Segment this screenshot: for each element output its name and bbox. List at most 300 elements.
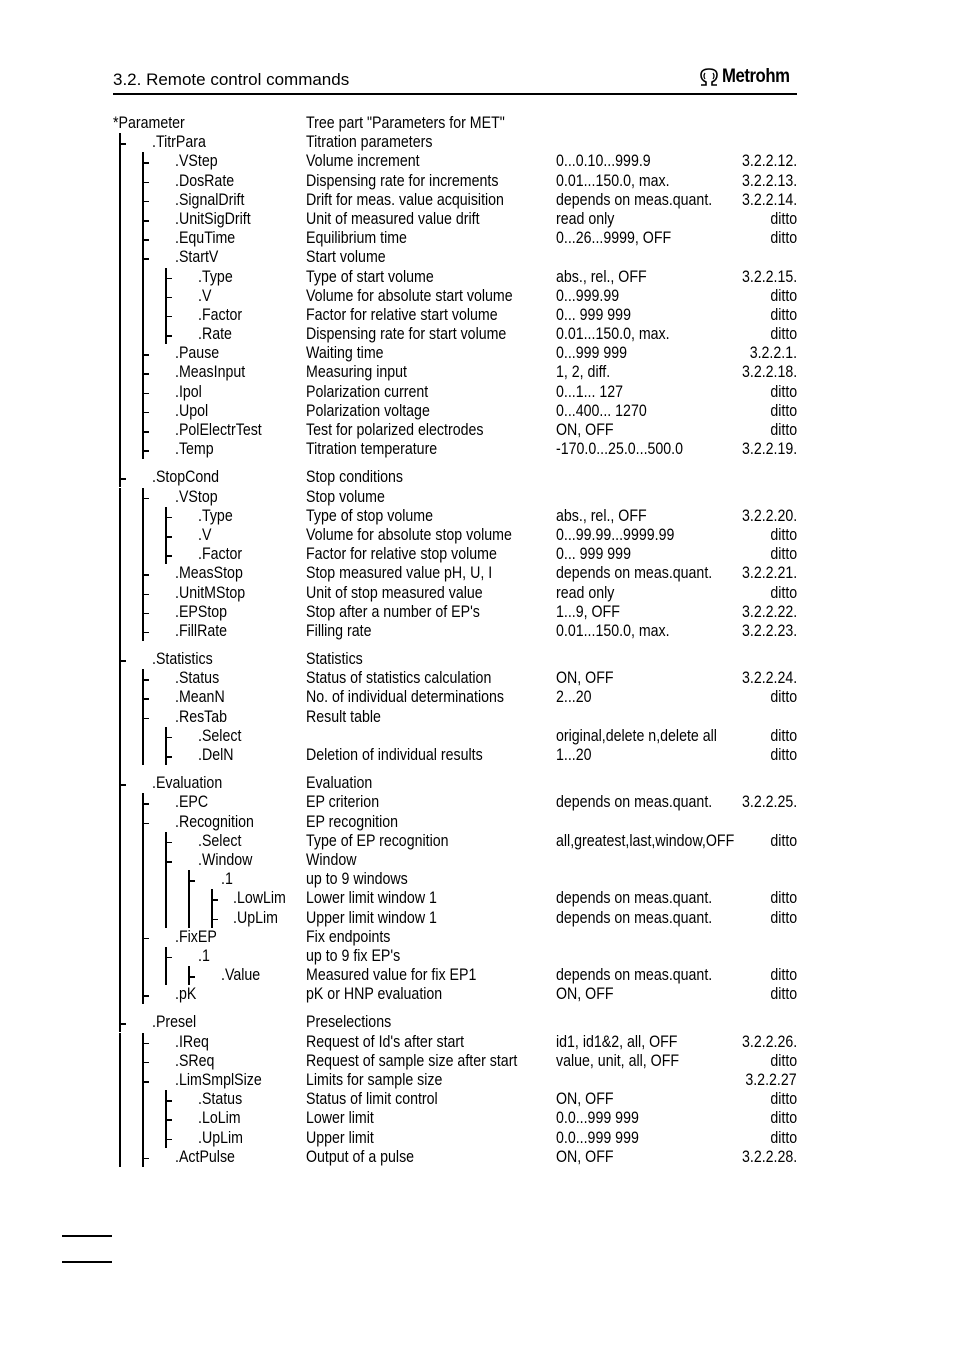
tree-connector xyxy=(188,909,190,928)
tree-connector xyxy=(119,688,121,707)
tree-connector xyxy=(119,172,121,191)
tree-row xyxy=(113,622,797,641)
section-reference: ditto xyxy=(770,908,797,927)
tree-connector xyxy=(119,851,121,870)
parameter-name: .Status xyxy=(198,1090,243,1109)
tree-row xyxy=(113,229,797,248)
parameter-name: .1 xyxy=(221,870,233,889)
parameter-name: .Statistics xyxy=(152,650,213,669)
tree-row xyxy=(113,1148,797,1167)
section-reference: ditto xyxy=(770,325,797,344)
parameter-range: depends on meas.quant. xyxy=(556,190,713,209)
section-reference: ditto xyxy=(770,985,797,1004)
parameter-description: Volume for absolute stop volume xyxy=(306,525,512,544)
tree-branch-tick xyxy=(142,354,149,356)
tree-branch-tick xyxy=(142,450,149,452)
parameter-name: .ResTab xyxy=(175,707,228,726)
parameter-range: depends on meas.quant. xyxy=(556,908,713,927)
header-divider xyxy=(113,93,797,95)
section-reference: 3.2.2.20. xyxy=(741,506,797,525)
brand-name: Metrohm xyxy=(722,66,790,87)
parameter-name: .SReq xyxy=(175,1051,215,1070)
tree-row xyxy=(113,526,797,545)
tree-row xyxy=(113,1013,797,1032)
tree-connector xyxy=(119,363,121,382)
parameter-description: Polarization voltage xyxy=(306,401,430,420)
tree-row xyxy=(113,564,797,583)
tree-connector xyxy=(119,708,121,727)
section-reference: 3.2.2.22. xyxy=(741,602,797,621)
section-reference: 3.2.2.12. xyxy=(741,152,797,171)
brand-logo xyxy=(698,64,799,90)
tree-connector xyxy=(119,832,121,851)
tree-row xyxy=(113,928,797,947)
parameter-range: 0...0.10...999.9 xyxy=(556,152,651,171)
footer-divider-upper xyxy=(62,1235,112,1237)
parameter-description: Output of a pulse xyxy=(306,1147,415,1166)
parameter-description: Stop measured value pH, U, I xyxy=(306,564,493,583)
parameter-name: .Select xyxy=(198,726,242,745)
section-reference: ditto xyxy=(770,831,797,850)
parameter-range: 1...9, OFF xyxy=(556,602,620,621)
tree-connector xyxy=(119,248,121,267)
parameter-name: .VStep xyxy=(175,152,218,171)
section-reference: 3.2.2.26. xyxy=(741,1032,797,1051)
parameter-description: Factor for relative stop volume xyxy=(306,545,497,564)
parameter-range: value, unit, all, OFF xyxy=(556,1051,680,1070)
tree-connector xyxy=(142,889,144,908)
tree-row xyxy=(113,708,797,727)
section-reference: ditto xyxy=(770,688,797,707)
parameter-name: .V xyxy=(198,525,212,544)
parameter-description: Deletion of individual results xyxy=(306,746,483,764)
tree-connector xyxy=(142,746,144,765)
tree-connector xyxy=(119,1052,121,1071)
tree-row xyxy=(113,985,797,1004)
parameter-range: original,delete n,delete all xyxy=(556,726,717,745)
parameter-description: Volume increment xyxy=(306,152,420,171)
parameter-name: .Evaluation xyxy=(152,774,223,793)
tree-row xyxy=(113,268,797,287)
parameter-range: -170.0...25.0...500.0 xyxy=(556,440,684,459)
parameter-description: Preselections xyxy=(306,1013,392,1032)
parameter-description: up to 9 fix EP's xyxy=(306,946,401,965)
tree-connector xyxy=(142,1090,144,1109)
parameter-description: Stop after a number of EP's xyxy=(306,602,480,621)
parameter-name: .UnitSigDrift xyxy=(175,209,251,228)
tree-branch-tick xyxy=(142,239,149,241)
tree-branch-tick xyxy=(165,517,172,519)
tree-branch-tick xyxy=(165,297,172,299)
tree-branch-tick xyxy=(165,842,172,844)
tree-row xyxy=(113,813,797,832)
tree-row xyxy=(113,402,797,421)
parameter-range: 0.0...999 999 xyxy=(556,1128,639,1147)
tree-branch-tick xyxy=(142,574,149,576)
parameter-range: 0.01...150.0, max. xyxy=(556,621,670,640)
tree-row xyxy=(113,1129,797,1148)
tree-branch-tick xyxy=(142,679,149,681)
parameter-range: depends on meas.quant. xyxy=(556,889,713,908)
tree-connector xyxy=(119,545,121,564)
tree-row xyxy=(113,793,797,812)
tree-connector xyxy=(119,1033,121,1052)
tree-connector xyxy=(165,909,167,928)
parameter-range: depends on meas.quant. xyxy=(556,793,713,812)
parameter-description: Measuring input xyxy=(306,363,407,382)
parameter-name: .V xyxy=(198,286,212,305)
tree-branch-tick xyxy=(165,278,172,280)
section-reference: ditto xyxy=(770,305,797,324)
section-reference: ditto xyxy=(770,966,797,985)
parameter-name: .FillRate xyxy=(175,621,228,640)
parameter-name: .LimSmplSize xyxy=(175,1071,262,1089)
tree-branch-tick xyxy=(142,1158,149,1160)
parameter-name: .TitrPara xyxy=(152,133,206,152)
tree-connector xyxy=(119,584,121,603)
tree-row xyxy=(113,688,797,707)
section-reference: ditto xyxy=(770,583,797,602)
parameter-name: .Presel xyxy=(152,1013,197,1032)
tree-connector xyxy=(119,793,121,812)
tree-branch-tick xyxy=(188,976,195,978)
parameter-range: 0.01...150.0, max. xyxy=(556,171,670,190)
tree-connector xyxy=(142,909,144,928)
tree-connector xyxy=(165,870,167,889)
parameter-description: Statistics xyxy=(306,650,363,669)
tree-row xyxy=(113,727,797,746)
parameter-range: 0...999 999 xyxy=(556,344,628,363)
parameter-description: Unit of measured value drift xyxy=(306,209,480,228)
parameter-name: .FixEP xyxy=(175,927,217,946)
tree-connector xyxy=(119,870,121,889)
parameter-description: Request of Id's after start xyxy=(306,1032,465,1051)
tree-row xyxy=(113,507,797,526)
tree-row xyxy=(113,966,797,985)
tree-branch-tick xyxy=(142,718,149,720)
parameter-range: 0...400... 1270 xyxy=(556,401,647,420)
tree-row xyxy=(113,114,797,133)
parameter-range: read only xyxy=(556,583,615,602)
section-reference: 3.2.2.28. xyxy=(741,1147,797,1166)
tree-connector xyxy=(119,1109,121,1128)
section-reference: 3.2.2.21. xyxy=(741,564,797,583)
tree-connector xyxy=(119,191,121,210)
section-reference: ditto xyxy=(770,1090,797,1109)
parameter-range: id1, id1&2, all, OFF xyxy=(556,1032,678,1051)
parameter-range: depends on meas.quant. xyxy=(556,564,713,583)
parameter-description: Result table xyxy=(306,707,381,726)
tree-row xyxy=(113,172,797,191)
tree-connector xyxy=(142,870,144,889)
parameter-name: .Select xyxy=(198,831,242,850)
section-reference: 3.2.2.14. xyxy=(741,190,797,209)
tree-row xyxy=(113,210,797,229)
tree-row xyxy=(113,488,797,507)
parameter-description: Window xyxy=(306,850,357,869)
section-reference: ditto xyxy=(770,545,797,564)
tree-connector xyxy=(119,526,121,545)
parameter-name: .LoLim xyxy=(198,1109,241,1128)
parameter-name: .MeanN xyxy=(175,688,225,707)
parameter-description: Volume for absolute start volume xyxy=(306,286,513,305)
section-title: 3.2. Remote control commands xyxy=(113,70,350,89)
tree-connector xyxy=(142,966,144,985)
tree-branch-tick xyxy=(119,1023,126,1025)
tree-branch-tick xyxy=(211,919,218,921)
parameter-range: 0...26...9999, OFF xyxy=(556,229,672,248)
parameter-range: all,greatest,last,window,OFF xyxy=(556,831,735,850)
parameter-description: Drift for meas. value acquisition xyxy=(306,190,504,209)
tree-row xyxy=(113,669,797,688)
section-reference: ditto xyxy=(770,421,797,439)
parameter-name: .Window xyxy=(198,850,253,869)
parameter-name: .UpLim xyxy=(233,908,278,927)
tree-connector xyxy=(119,669,121,688)
section-reference: 3.2.2.23. xyxy=(741,621,797,640)
parameter-description: Fix endpoints xyxy=(306,927,391,946)
parameter-description: Titration parameters xyxy=(306,133,433,152)
tree-branch-tick xyxy=(142,162,149,164)
tree-branch-tick xyxy=(142,632,149,634)
section-reference: 3.2.2.27 xyxy=(745,1071,797,1089)
tree-branch-tick xyxy=(165,1139,172,1141)
parameter-description: Upper limit window 1 xyxy=(306,908,437,927)
tree-row xyxy=(113,468,797,487)
parameter-name: .Temp xyxy=(175,440,214,459)
parameter-range: 1...20 xyxy=(556,746,592,764)
parameter-description: Dispensing rate for increments xyxy=(306,171,499,190)
tree-branch-tick xyxy=(142,373,149,375)
tree-connector xyxy=(119,344,121,363)
parameter-range: 1, 2, diff. xyxy=(556,363,611,382)
parameter-description: Unit of stop measured value xyxy=(306,583,483,602)
tree-connector xyxy=(119,746,121,765)
tree-connector xyxy=(119,947,121,966)
parameter-description: Stop conditions xyxy=(306,468,404,487)
parameter-description: Limits for sample size xyxy=(306,1071,443,1089)
parameter-name: .pK xyxy=(175,985,197,1004)
tree-row xyxy=(113,545,797,564)
tree-connector xyxy=(119,1148,121,1167)
tree-row xyxy=(113,306,797,325)
tree-connector xyxy=(119,268,121,287)
parameter-description: Equilibrium time xyxy=(306,229,407,248)
parameter-range: ON, OFF xyxy=(556,421,614,439)
section-reference: ditto xyxy=(770,525,797,544)
parameter-name: .IReq xyxy=(175,1032,209,1051)
tree-connector xyxy=(119,641,121,669)
tree-connector xyxy=(119,622,121,641)
tree-connector xyxy=(119,765,121,793)
section-reference: ditto xyxy=(770,726,797,745)
tree-connector xyxy=(188,889,190,908)
tree-connector xyxy=(119,813,121,832)
parameter-name: .Upol xyxy=(175,401,209,420)
tree-branch-tick xyxy=(119,660,126,662)
parameter-range: depends on meas.quant. xyxy=(556,966,713,985)
section-reference: 3.2.2.1. xyxy=(749,344,797,363)
parameter-description: EP recognition xyxy=(306,812,399,831)
section-reference: 3.2.2.24. xyxy=(741,669,797,688)
tree-connector xyxy=(119,1004,121,1032)
tree-connector xyxy=(142,947,144,966)
parameter-description: Lower limit xyxy=(306,1109,374,1128)
tree-connector xyxy=(142,526,144,545)
parameter-range: ON, OFF xyxy=(556,1147,614,1166)
tree-row xyxy=(113,870,797,889)
tree-row xyxy=(113,325,797,344)
parameter-description: Start volume xyxy=(306,248,386,267)
footer-divider-lower xyxy=(62,1261,112,1263)
section-reference: ditto xyxy=(770,229,797,248)
tree-row xyxy=(113,152,797,171)
tree-connector xyxy=(119,421,121,440)
tree-connector xyxy=(165,889,167,908)
parameter-description: Measured value for fix EP1 xyxy=(306,966,477,985)
parameter-name: .EPC xyxy=(175,793,209,812)
section-reference: ditto xyxy=(770,286,797,305)
tree-connector xyxy=(119,459,121,487)
section-reference: 3.2.2.18. xyxy=(741,363,797,382)
parameter-description: Dispensing rate for start volume xyxy=(306,325,507,344)
tree-row xyxy=(113,1033,797,1052)
tree-connector xyxy=(119,507,121,526)
parameter-range: 0...1... 127 xyxy=(556,382,624,401)
tree-connector xyxy=(142,1109,144,1128)
section-reference: 3.2.2.19. xyxy=(741,440,797,459)
tree-connector xyxy=(142,287,144,306)
parameter-description: No. of individual determinations xyxy=(306,688,504,707)
parameter-range: abs., rel., OFF xyxy=(556,267,647,286)
tree-connector xyxy=(119,727,121,746)
tree-branch-tick xyxy=(165,737,172,739)
section-reference: 3.2.2.15. xyxy=(741,267,797,286)
tree-branch-tick xyxy=(142,938,149,940)
tree-connector xyxy=(119,287,121,306)
tree-branch-tick xyxy=(211,899,218,901)
tree-branch-tick xyxy=(142,412,149,414)
parameter-range: 2...20 xyxy=(556,688,592,707)
tree-connector xyxy=(119,1071,121,1090)
tree-branch-tick xyxy=(165,536,172,538)
tree-branch-tick xyxy=(142,258,149,260)
parameter-name: .VStop xyxy=(175,487,218,506)
tree-branch-tick xyxy=(165,316,172,318)
tree-branch-tick xyxy=(188,880,195,882)
parameter-description: Type of stop volume xyxy=(306,506,433,525)
tree-row xyxy=(113,421,797,440)
tree-connector xyxy=(119,966,121,985)
tree-branch-tick xyxy=(165,756,172,758)
tree-connector xyxy=(142,507,144,526)
parameter-range: ON, OFF xyxy=(556,1090,614,1109)
tree-row xyxy=(113,909,797,928)
parameter-name: .Status xyxy=(175,669,220,688)
tree-connector xyxy=(119,383,121,402)
parameter-description: Test for polarized electrodes xyxy=(306,421,484,439)
parameter-name: .Ipol xyxy=(175,382,202,401)
tree-connector xyxy=(142,268,144,287)
section-reference: ditto xyxy=(770,1128,797,1147)
tree-branch-tick xyxy=(165,335,172,337)
parameter-range: 0... 999 999 xyxy=(556,305,631,324)
parameter-name: .UnitMStop xyxy=(175,583,246,602)
parameter-name: .LowLim xyxy=(233,889,286,908)
tree-row xyxy=(113,1052,797,1071)
tree-branch-tick xyxy=(142,995,149,997)
tree-row xyxy=(113,133,797,152)
tree-branch-tick xyxy=(142,201,149,203)
parameter-range: read only xyxy=(556,209,615,228)
parameter-name: .Type xyxy=(198,506,233,525)
tree-connector xyxy=(119,909,121,928)
parameter-name: .Factor xyxy=(198,305,243,324)
parameter-description: Filling rate xyxy=(306,621,372,640)
tree-branch-tick xyxy=(142,1081,149,1083)
parameter-description: Evaluation xyxy=(306,774,373,793)
tree-connector xyxy=(119,402,121,421)
section-reference: ditto xyxy=(770,401,797,420)
parameter-name: .Pause xyxy=(175,344,220,363)
parameter-range: abs., rel., OFF xyxy=(556,506,647,525)
section-reference: ditto xyxy=(770,889,797,908)
tree-row xyxy=(113,248,797,267)
tree-connector xyxy=(142,325,144,344)
parameter-description: pK or HNP evaluation xyxy=(306,985,443,1004)
tree-row xyxy=(113,650,797,669)
section-reference: ditto xyxy=(770,1051,797,1070)
tree-branch-tick xyxy=(142,698,149,700)
metrohm-omega-icon xyxy=(698,66,720,88)
parameter-description: Status of limit control xyxy=(306,1090,438,1109)
parameter-name: .DelN xyxy=(198,746,234,764)
parameter-description: Lower limit window 1 xyxy=(306,889,437,908)
parameter-range: 0...999.99 xyxy=(556,286,620,305)
tree-connector xyxy=(119,229,121,248)
tree-branch-tick xyxy=(142,803,149,805)
parameter-name: .UpLim xyxy=(198,1128,243,1147)
parameter-name: *Parameter xyxy=(113,114,185,132)
parameter-name: .PolElectrTest xyxy=(175,421,262,439)
parameter-description: EP criterion xyxy=(306,793,380,812)
parameter-name: .Value xyxy=(221,966,261,985)
parameter-description: Status of statistics calculation xyxy=(306,669,492,688)
tree-connector xyxy=(142,851,144,870)
tree-row xyxy=(113,1090,797,1109)
section-reference: 3.2.2.25. xyxy=(741,793,797,812)
tree-connector xyxy=(119,210,121,229)
parameter-name: .Rate xyxy=(198,325,232,344)
tree-branch-tick xyxy=(142,498,149,500)
tree-connector xyxy=(142,832,144,851)
parameter-name: .1 xyxy=(198,946,210,965)
tree-connector xyxy=(142,545,144,564)
tree-connector xyxy=(119,603,121,622)
parameter-name: .EPStop xyxy=(175,602,228,621)
section-reference: ditto xyxy=(770,382,797,401)
tree-row xyxy=(113,344,797,363)
parameter-name: .Type xyxy=(198,267,233,286)
parameter-description: Type of start volume xyxy=(306,267,434,286)
tree-connector xyxy=(119,985,121,1004)
section-reference: ditto xyxy=(770,1109,797,1128)
tree-row xyxy=(113,851,797,870)
parameter-range: 0... 999 999 xyxy=(556,545,631,564)
parameter-range: 0.0...999 999 xyxy=(556,1109,639,1128)
parameter-description: Waiting time xyxy=(306,344,384,363)
tree-branch-tick xyxy=(142,1062,149,1064)
